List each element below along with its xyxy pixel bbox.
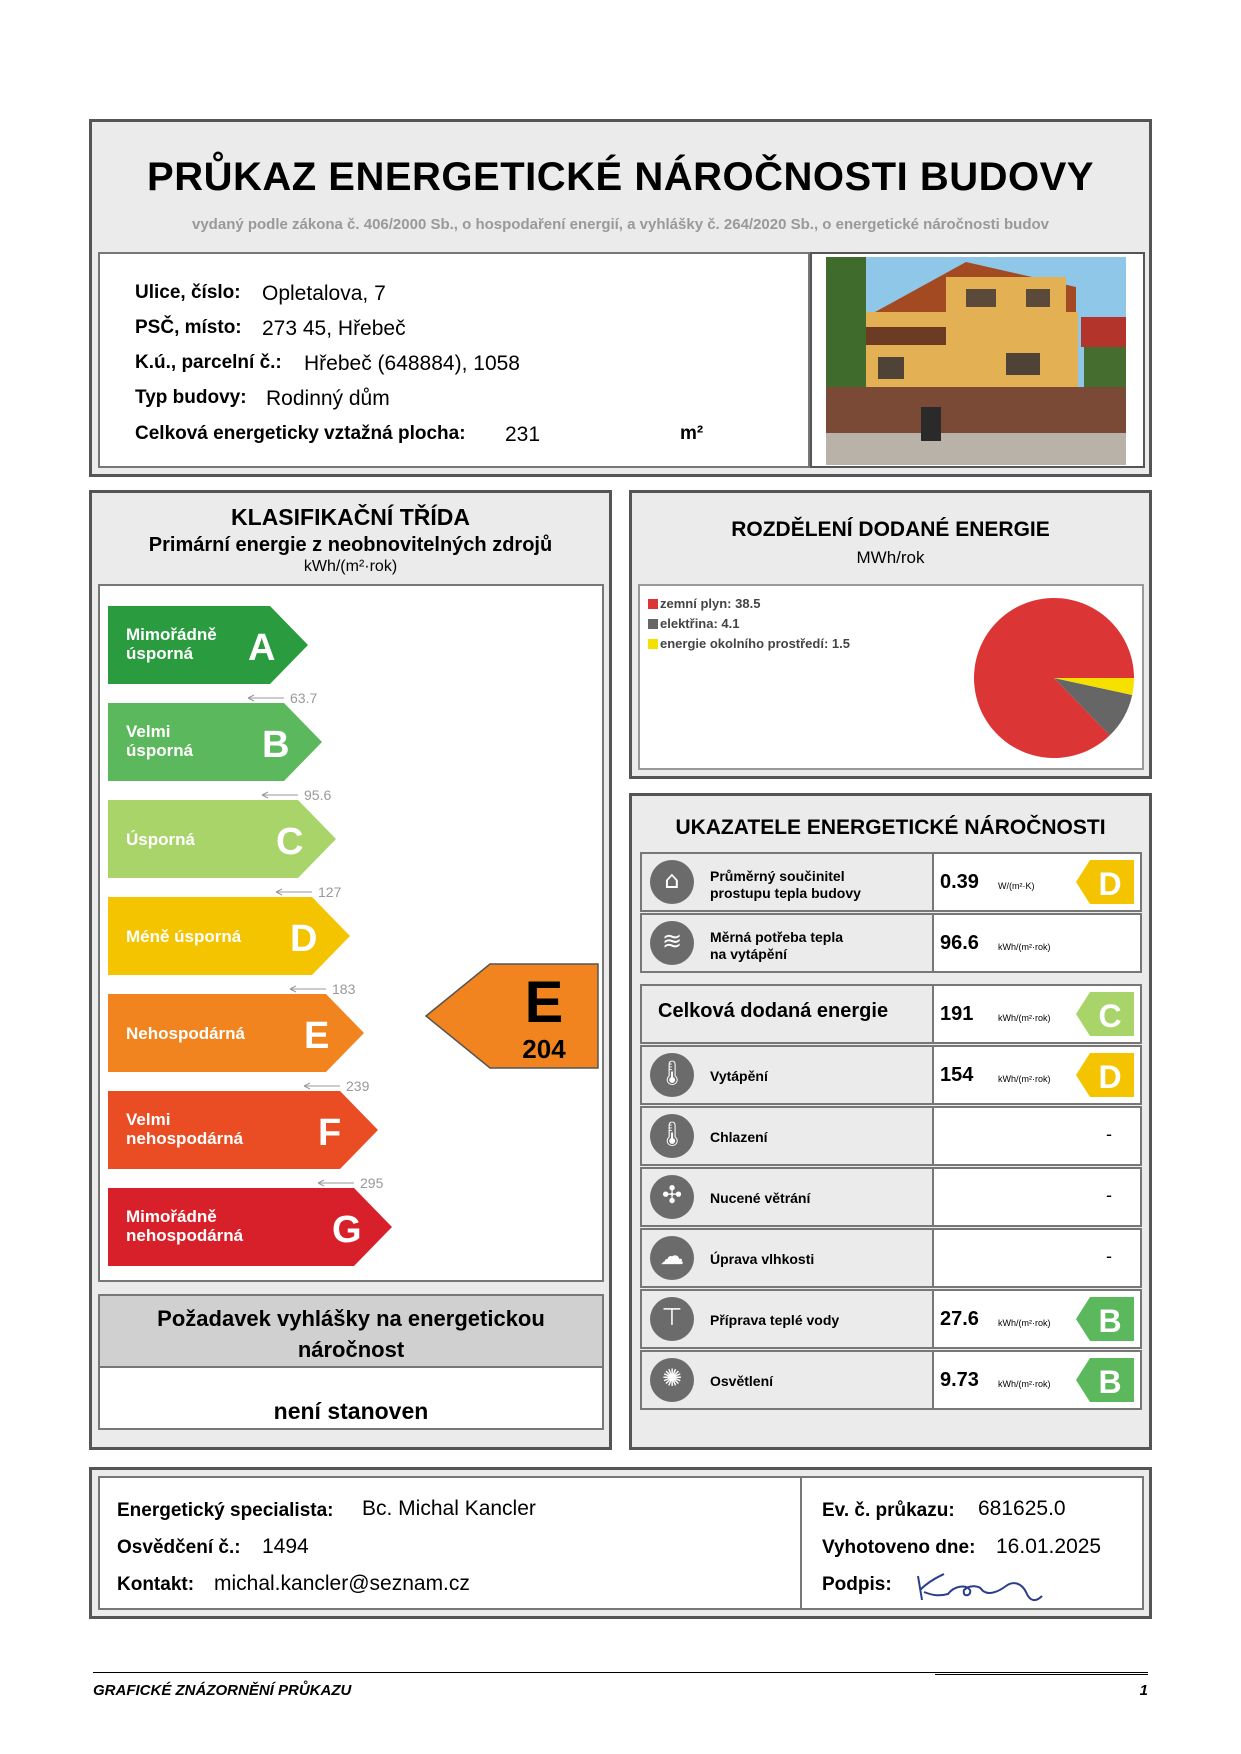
house-icon: ⌂ [650, 860, 694, 904]
indicator-unit: kWh/(m²·rok) [998, 1379, 1051, 1389]
threshold-value: 95.6 [304, 787, 332, 803]
area-value: 231 [505, 423, 541, 446]
psc-label: PSČ, místo: [135, 317, 242, 338]
classification-scale [100, 586, 602, 1280]
footer-rule-accent [935, 1674, 1148, 1675]
specialist-name-value: Bc. Michal Kancler [362, 1497, 536, 1520]
threshold-value: 127 [318, 884, 342, 900]
classification-scale-panel [98, 584, 604, 1282]
class-arrow-b [108, 703, 322, 781]
class-label: Mimořádně [126, 1207, 217, 1226]
indicator-name: Měrná potřeba tepla na vytápění [710, 929, 844, 962]
requirement-box [98, 1294, 604, 1430]
class-label: Méně úsporná [126, 927, 242, 946]
indicator-unit: W/(m²·K) [998, 881, 1035, 891]
indicator-name: Průměrný součinitel prostupu tepla budovy [710, 868, 861, 901]
threshold-value: 239 [346, 1078, 370, 1094]
threshold-arrow [276, 889, 312, 895]
threshold-value: 63.7 [290, 690, 318, 706]
result-class-marker [426, 964, 598, 1068]
indicator-unit: kWh/(m²·rok) [998, 1013, 1051, 1023]
area-label: Celková energeticky vztažná plocha: [135, 423, 466, 444]
indicator-unit: kWh/(m²·rok) [998, 942, 1051, 952]
class-arrow-f [108, 1091, 378, 1169]
threshold-arrow [290, 986, 326, 992]
bulb-icon: ✺ [650, 1358, 694, 1402]
legend-swatch [648, 639, 658, 649]
class-letter: C [276, 821, 304, 863]
indicator-row [640, 913, 1142, 973]
fan-icon: ✣ [650, 1175, 694, 1219]
indicator-value-cell [932, 1350, 1142, 1410]
ku-value: Hřebeč (648884), 1058 [304, 352, 520, 375]
indicator-unit: kWh/(m²·rok) [998, 1074, 1051, 1084]
indicator-row [640, 1045, 1142, 1105]
threshold-arrow [318, 1180, 354, 1186]
indicator-class-badge [1076, 1297, 1134, 1341]
class-letter: E [304, 1015, 330, 1057]
distribution-title: ROZDĚLENÍ DODANÉ ENERGIE [731, 518, 1050, 541]
classification-unit: kWh/(m²·rok) [303, 558, 398, 575]
certificate-number-label: Osvědčení č.: [117, 1537, 241, 1558]
class-arrow-g [108, 1188, 392, 1266]
heat-icon: ≋ [650, 921, 694, 965]
indicator-class-letter: B [1098, 1364, 1122, 1400]
class-arrow-c [108, 800, 336, 878]
distribution-unit: MWh/rok [856, 548, 925, 567]
class-letter: G [332, 1209, 362, 1251]
threshold-arrow [248, 695, 284, 701]
legend-swatch [648, 599, 658, 609]
indicator-value-cell [932, 1289, 1142, 1349]
indicator-class-letter: B [1098, 1303, 1122, 1339]
indicator-value-cell [932, 1167, 1142, 1227]
class-arrow-a [108, 606, 308, 684]
class-arrow-e [108, 994, 364, 1072]
threshold-arrow [262, 792, 298, 798]
indicator-value: 9.73 [940, 1369, 979, 1391]
indicator-row [640, 1289, 1142, 1349]
requirement-value: není stanoven [273, 1398, 429, 1424]
legend-entry: zemní plyn: 38.5 [660, 596, 761, 611]
indicator-row [640, 1106, 1142, 1166]
requirement-title: Požadavek vyhlášky na energetickou náročnost [157, 1306, 545, 1362]
indicator-name: Osvětlení [710, 1373, 774, 1389]
humidity-icon: ☁ [650, 1236, 694, 1280]
threshold-value: 183 [332, 981, 356, 997]
thermometer-plus-icon: 🌡 [650, 1053, 694, 1097]
class-arrow-d [108, 897, 350, 975]
evidence-number-label: Ev. č. průkazu: [822, 1500, 955, 1521]
building-type-label: Typ budovy: [135, 387, 247, 408]
indicator-value-cell [932, 852, 1142, 912]
legend-entry: energie okolního prostředí: 1.5 [660, 636, 850, 651]
class-label: nehospodárná [126, 1226, 244, 1245]
threshold-arrow [304, 1083, 340, 1089]
indicator-name: Chlazení [710, 1129, 768, 1145]
faucet-icon: ⊤ [650, 1297, 694, 1341]
class-label: Mimořádně [126, 625, 217, 644]
evidence-number-value: 681625.0 [978, 1497, 1066, 1520]
indicator-value-cell [932, 984, 1142, 1044]
result-value: 204 [522, 1034, 566, 1064]
indicator-empty: - [1106, 1185, 1112, 1205]
contact-value: michal.kancler@seznam.cz [214, 1572, 470, 1595]
indicator-value-cell [932, 913, 1142, 973]
class-label: úsporná [126, 741, 194, 760]
footer-left: GRAFICKÉ ZNÁZORNĚNÍ PRŮKAZU [93, 1682, 352, 1699]
building-type-value: Rodinný dům [266, 387, 390, 410]
indicator-value-cell [932, 1228, 1142, 1288]
indicator-empty: - [1106, 1124, 1112, 1144]
certificate-number-value: 1494 [262, 1535, 309, 1558]
page-subtitle: vydaný podle zákona č. 406/2000 Sb., o hospodaření energií, a vyhlášky č. 264/2020 Sb., o energetické náročnosti budov [192, 216, 1049, 233]
street-label: Ulice, číslo: [135, 282, 241, 303]
indicator-class-badge [1076, 860, 1134, 904]
class-letter: A [248, 627, 276, 669]
indicator-class-letter: D [1098, 866, 1122, 902]
class-label: Úsporná [126, 830, 195, 849]
footer-page-number: 1 [1139, 1682, 1148, 1699]
indicator-row [640, 852, 1142, 912]
class-label: Nehospodárná [126, 1024, 246, 1043]
classification-title: KLASIFIKAČNÍ TŘÍDA [231, 504, 470, 530]
indicator-class-badge [1076, 992, 1134, 1036]
indicator-unit: kWh/(m²·rok) [998, 1318, 1051, 1328]
indicator-value: 191 [940, 1003, 974, 1025]
class-label: nehospodárná [126, 1129, 244, 1148]
indicator-name: Příprava teplé vody [710, 1312, 840, 1328]
class-letter: B [262, 724, 290, 766]
issue-date-label: Vyhotoveno dne: [822, 1537, 976, 1558]
psc-value: 273 45, Hřebeč [262, 317, 406, 340]
indicator-row [640, 1167, 1142, 1227]
indicator-class-badge [1076, 1358, 1134, 1402]
class-label: úsporná [126, 644, 194, 663]
indicator-name: Úprava vlhkosti [710, 1251, 815, 1267]
contact-label: Kontakt: [117, 1574, 195, 1595]
classification-subtitle: Primární energie z neobnovitelných zdrojů [148, 534, 553, 556]
indicator-empty: - [1106, 1246, 1112, 1266]
thermometer-minus-icon: 🌡 [650, 1114, 694, 1158]
signature-image [910, 1562, 1060, 1608]
pie-chart [640, 586, 1142, 768]
class-letter: D [290, 918, 318, 960]
indicators-title: UKAZATELE ENERGETICKÉ NÁROČNOSTI [675, 816, 1106, 839]
class-label: Velmi [126, 1110, 171, 1129]
signature-label: Podpis: [822, 1574, 892, 1595]
indicator-row [640, 1228, 1142, 1288]
indicator-value: 27.6 [940, 1308, 979, 1330]
indicator-value-cell [932, 1045, 1142, 1105]
distribution-chart-panel [638, 584, 1144, 770]
class-letter: F [318, 1112, 342, 1154]
building-photo [810, 252, 1145, 468]
street-value: Opletalova, 7 [262, 282, 386, 305]
indicator-class-badge [1076, 1053, 1134, 1097]
indicator-row [640, 984, 1142, 1044]
area-unit: m² [680, 423, 704, 444]
threshold-value: 295 [360, 1175, 384, 1191]
indicator-value-cell [932, 1106, 1142, 1166]
legend-swatch [648, 619, 658, 629]
indicator-name: Vytápění [710, 1068, 768, 1084]
indicator-class-letter: C [1098, 998, 1122, 1034]
indicator-value: 0.39 [940, 871, 979, 893]
result-letter: E [524, 970, 564, 1035]
specialist-name-label: Energetický specialista: [117, 1500, 334, 1521]
page-title: PRŮKAZ ENERGETICKÉ NÁROČNOSTI BUDOVY [147, 155, 1094, 199]
ku-label: K.ú., parcelní č.: [135, 352, 282, 373]
indicator-value: 96.6 [940, 932, 979, 954]
indicator-name: Nucené větrání [710, 1190, 811, 1206]
legend-entry: elektřina: 4.1 [660, 616, 740, 631]
class-label: Velmi [126, 722, 171, 741]
indicator-row [640, 1350, 1142, 1410]
issue-date-value: 16.01.2025 [996, 1535, 1102, 1558]
indicator-name: Celková dodaná energie [658, 1000, 889, 1022]
footer-rule [93, 1672, 1148, 1673]
indicator-class-letter: D [1098, 1059, 1122, 1095]
indicator-value: 154 [940, 1064, 974, 1086]
